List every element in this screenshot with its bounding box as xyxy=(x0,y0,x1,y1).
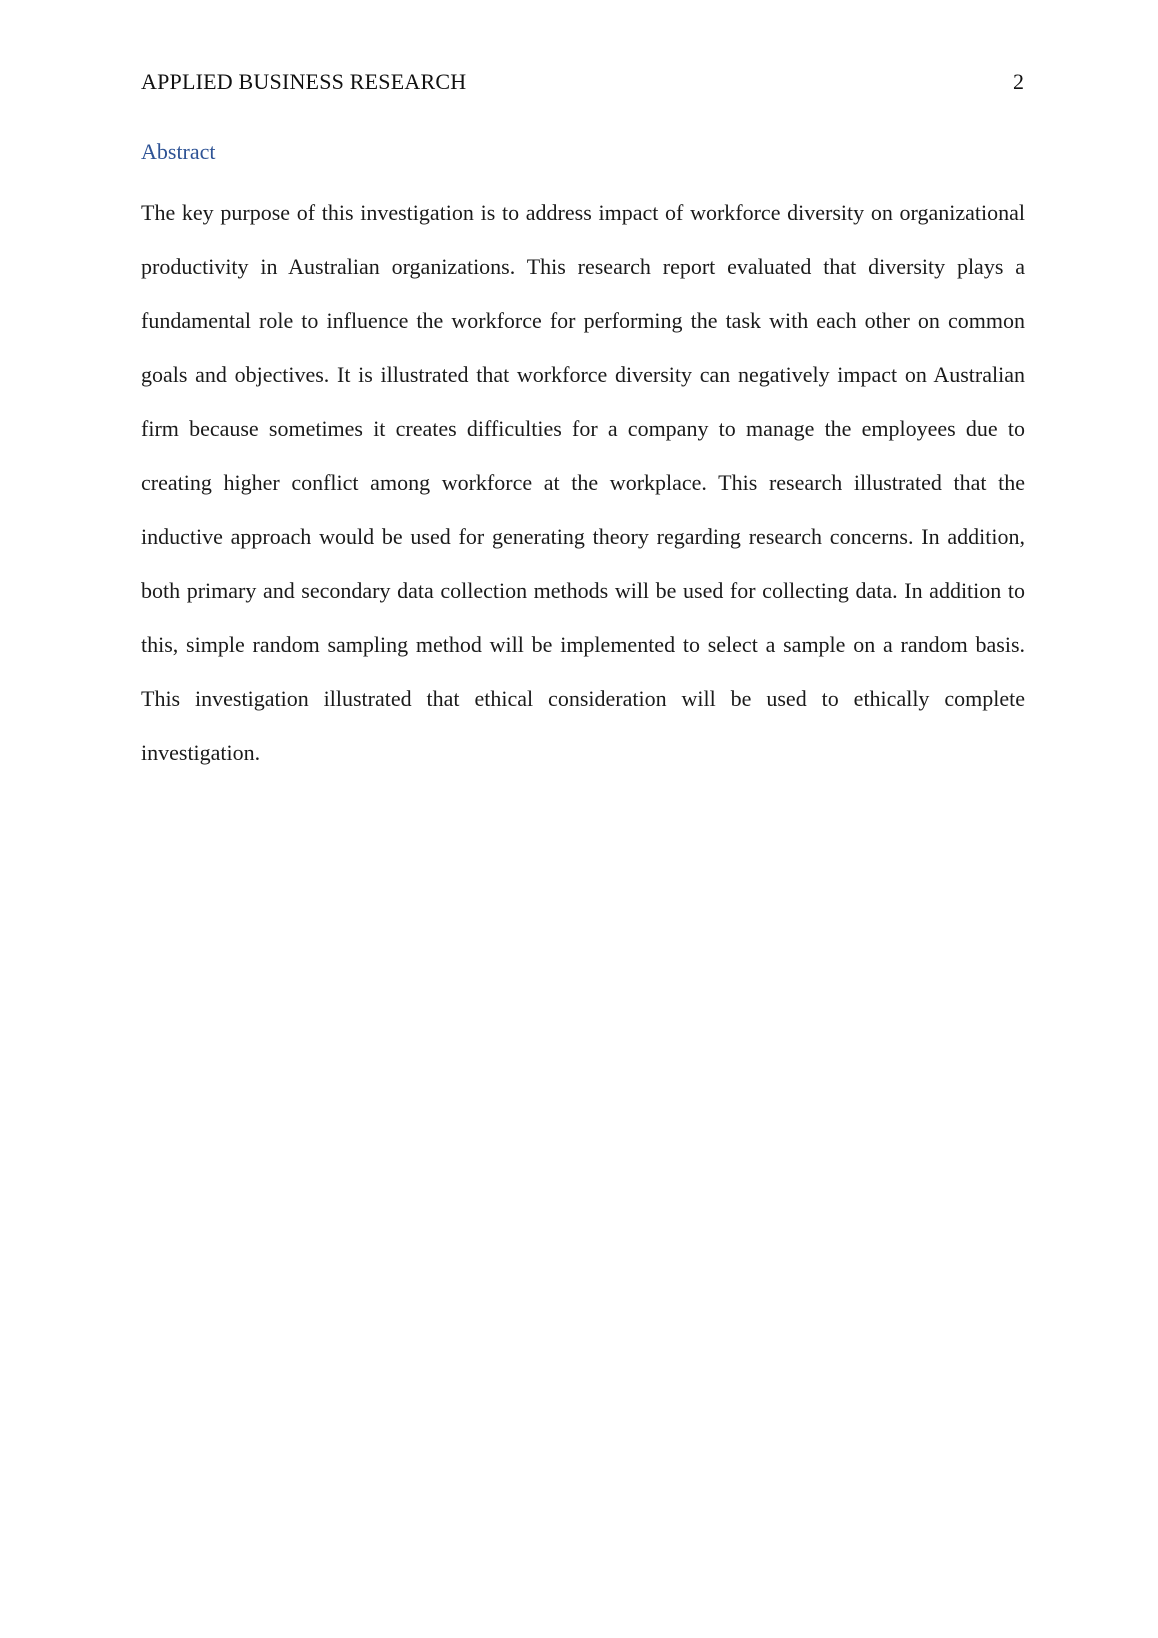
abstract-heading: Abstract xyxy=(141,139,216,164)
running-head: APPLIED BUSINESS RESEARCH xyxy=(141,69,467,94)
page-number: 2 xyxy=(1013,69,1024,94)
abstract-paragraph: The key purpose of this investigation is to address impact of workforce diversity on organizational productivity in Australian organizations. This research report evaluated that diversity plays a fundamental role to influence the workforce for performing the task with each other on common goals and objectives. It is illustrated that workforce diversity can negatively impact on Australian firm because sometimes it creates difficulties for a company to manage the employees due to creating higher conflict among workforce at the workplace. This research illustrated that the inductive approach would be used for generating theory regarding research concerns. In addition, both primary and secondary data collection methods will be used for collecting data. In addition to this, simple random sampling method will be implemented to select a sample on a random basis. This investigation illustrated that ethical consideration will be used to ethically complete investigation. xyxy=(141,200,1025,765)
